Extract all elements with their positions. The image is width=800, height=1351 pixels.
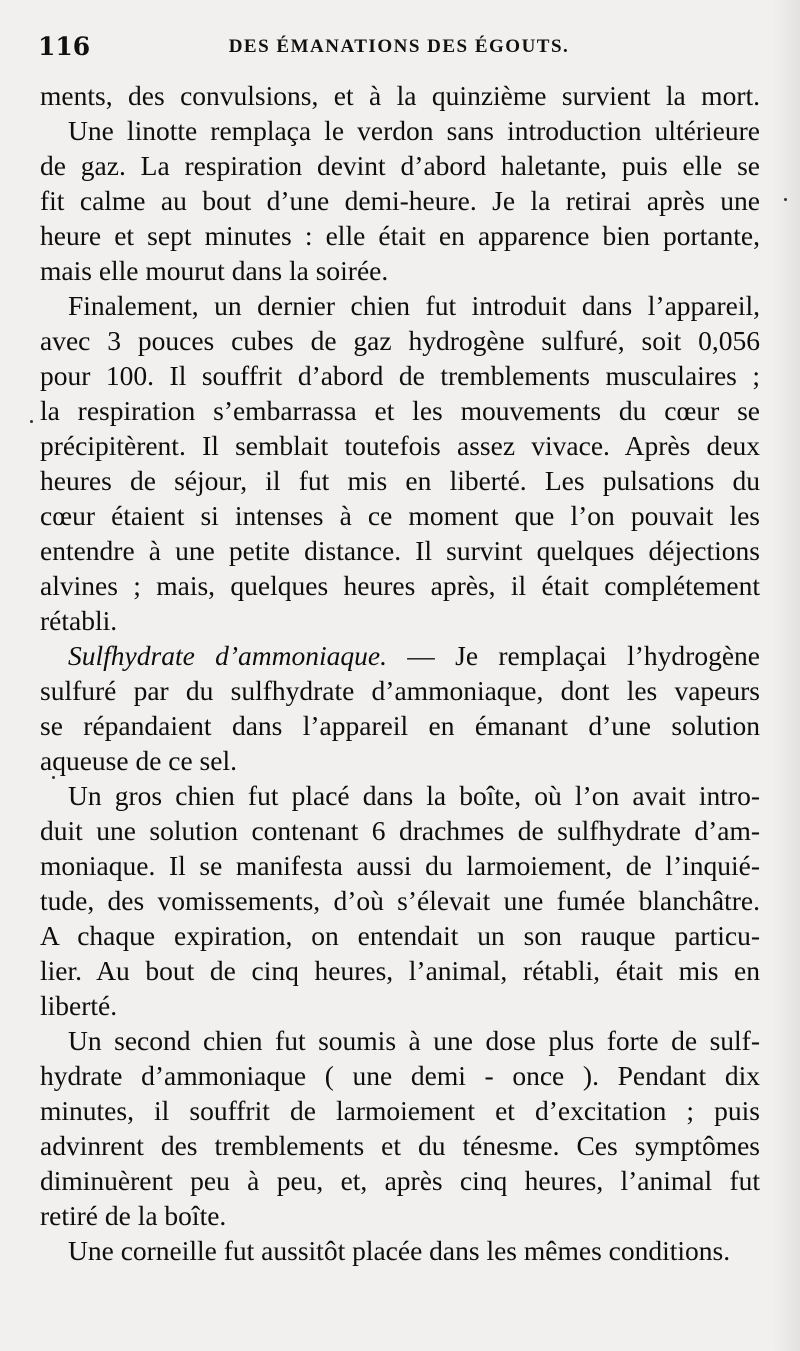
text-line <box>40 778 760 813</box>
line-text: retiré de la boîte. <box>40 1200 227 1231</box>
text-line <box>40 253 760 288</box>
line-text: Un gros chien fut placé dans la boîte, où l’on avait intro- <box>68 780 760 811</box>
text-line <box>40 918 760 953</box>
text-line <box>40 393 760 428</box>
line-text: heure et sept minutes : elle était en apparence bien portante, <box>40 220 760 251</box>
text-line <box>40 218 760 253</box>
line-text: liberté. <box>40 990 118 1021</box>
line-text: Un second chien fut soumis à une dose plus forte de sulf- <box>68 1025 760 1056</box>
text-line <box>40 323 760 358</box>
line-text: — Je remplaçai l’hydrogène <box>386 640 760 671</box>
text-line <box>40 1023 760 1058</box>
line-text: pour 100. Il souffrit d’abord de tremblements musculaires ; <box>40 360 760 391</box>
body-text <box>40 78 760 1268</box>
text-line <box>40 568 760 603</box>
line-text: A chaque expiration, on entendait un son rauque particu- <box>40 920 760 951</box>
line-text: entendre à une petite distance. Il survint quelques déjections <box>40 535 760 566</box>
line-text: fit calme au bout d’une demi-heure. Je la retirai après une <box>40 185 760 216</box>
line-text: duit une solution contenant 6 drachmes de sulfhydrate d’am- <box>40 815 760 846</box>
line-text: Une linotte remplaça le verdon sans introduction ultérieure <box>68 115 760 146</box>
line-text: lier. Au bout de cinq heures, l’animal, rétabli, était mis en <box>40 955 760 986</box>
line-text: sulfuré par du sulfhydrate d’ammoniaque, dont les vapeurs <box>40 675 760 706</box>
line-text: rétabli. <box>40 605 118 636</box>
text-line <box>40 1198 760 1233</box>
print-speck <box>52 776 55 779</box>
line-text: aqueuse de ce sel. <box>40 745 237 776</box>
text-line <box>40 603 760 638</box>
print-speck <box>30 420 33 423</box>
text-line <box>40 848 760 883</box>
page-number: 116 <box>38 32 91 61</box>
text-line <box>40 498 760 533</box>
text-line <box>40 358 760 393</box>
text-line <box>40 708 760 743</box>
text-line <box>40 953 760 988</box>
line-text: tude, des vomissements, d’où s’élevait une fumée blanchâtre. <box>40 885 760 916</box>
text-line <box>40 533 760 568</box>
text-line <box>40 1233 760 1268</box>
text-line <box>40 988 760 1023</box>
line-text: moniaque. Il se manifesta aussi du larmoiement, de l’inquié- <box>40 850 760 881</box>
text-line <box>40 1093 760 1128</box>
line-text: ments, des convulsions, et à la quinzième survient la mort. <box>40 80 760 111</box>
line-text: Finalement, un dernier chien fut introduit dans l’appareil, <box>68 290 760 321</box>
page-header <box>38 32 760 66</box>
line-text: heures de séjour, il fut mis en liberté. Les pulsations du <box>40 465 760 496</box>
line-text: précipitèrent. Il semblait toutefois assez vivace. Après deux <box>40 430 760 461</box>
text-line <box>40 743 760 778</box>
line-text: se répandaient dans l’appareil en émanant d’une solution <box>40 710 760 741</box>
text-line <box>40 428 760 463</box>
line-text: cœur étaient si intenses à ce moment que l’on pouvait les <box>40 500 760 531</box>
text-line <box>40 183 760 218</box>
running-title: DES ÉMANATIONS DES ÉGOUTS. <box>228 36 570 57</box>
text-line <box>40 813 760 848</box>
page-edge-shadow <box>772 0 800 1351</box>
line-text: advinrent des tremblements et du ténesme. Ces symptômes <box>40 1130 760 1161</box>
text-line <box>40 1058 760 1093</box>
line-text: minutes, il souffrit de larmoiement et d’excitation ; puis <box>40 1095 760 1126</box>
line-text: diminuèrent peu à peu, et, après cinq heures, l’animal fut <box>40 1165 760 1196</box>
line-text: avec 3 pouces cubes de gaz hydrogène sulfuré, soit 0,056 <box>40 325 760 356</box>
line-text: Une corneille fut aussitôt placée dans les mêmes conditions. <box>68 1235 731 1266</box>
text-line <box>40 1163 760 1198</box>
text-line <box>40 638 760 673</box>
line-text: alvines ; mais, quelques heures après, il était complétement <box>40 570 760 601</box>
line-text: hydrate d’ammoniaque ( une demi - once ). Pendant dix <box>40 1060 760 1091</box>
print-speck <box>784 198 787 201</box>
text-line <box>40 78 760 113</box>
line-text: la respiration s’embarrassa et les mouvements du cœur se <box>40 395 760 426</box>
text-line <box>40 883 760 918</box>
text-line <box>40 673 760 708</box>
text-line <box>40 148 760 183</box>
line-text: mais elle mourut dans la soirée. <box>40 255 389 286</box>
text-line <box>40 1128 760 1163</box>
section-heading: Sulfhydrate d’ammoniaque. <box>68 640 387 671</box>
text-line <box>40 113 760 148</box>
line-text: de gaz. La respiration devint d’abord haletante, puis elle se <box>40 150 760 181</box>
text-line <box>40 463 760 498</box>
text-line <box>40 288 760 323</box>
